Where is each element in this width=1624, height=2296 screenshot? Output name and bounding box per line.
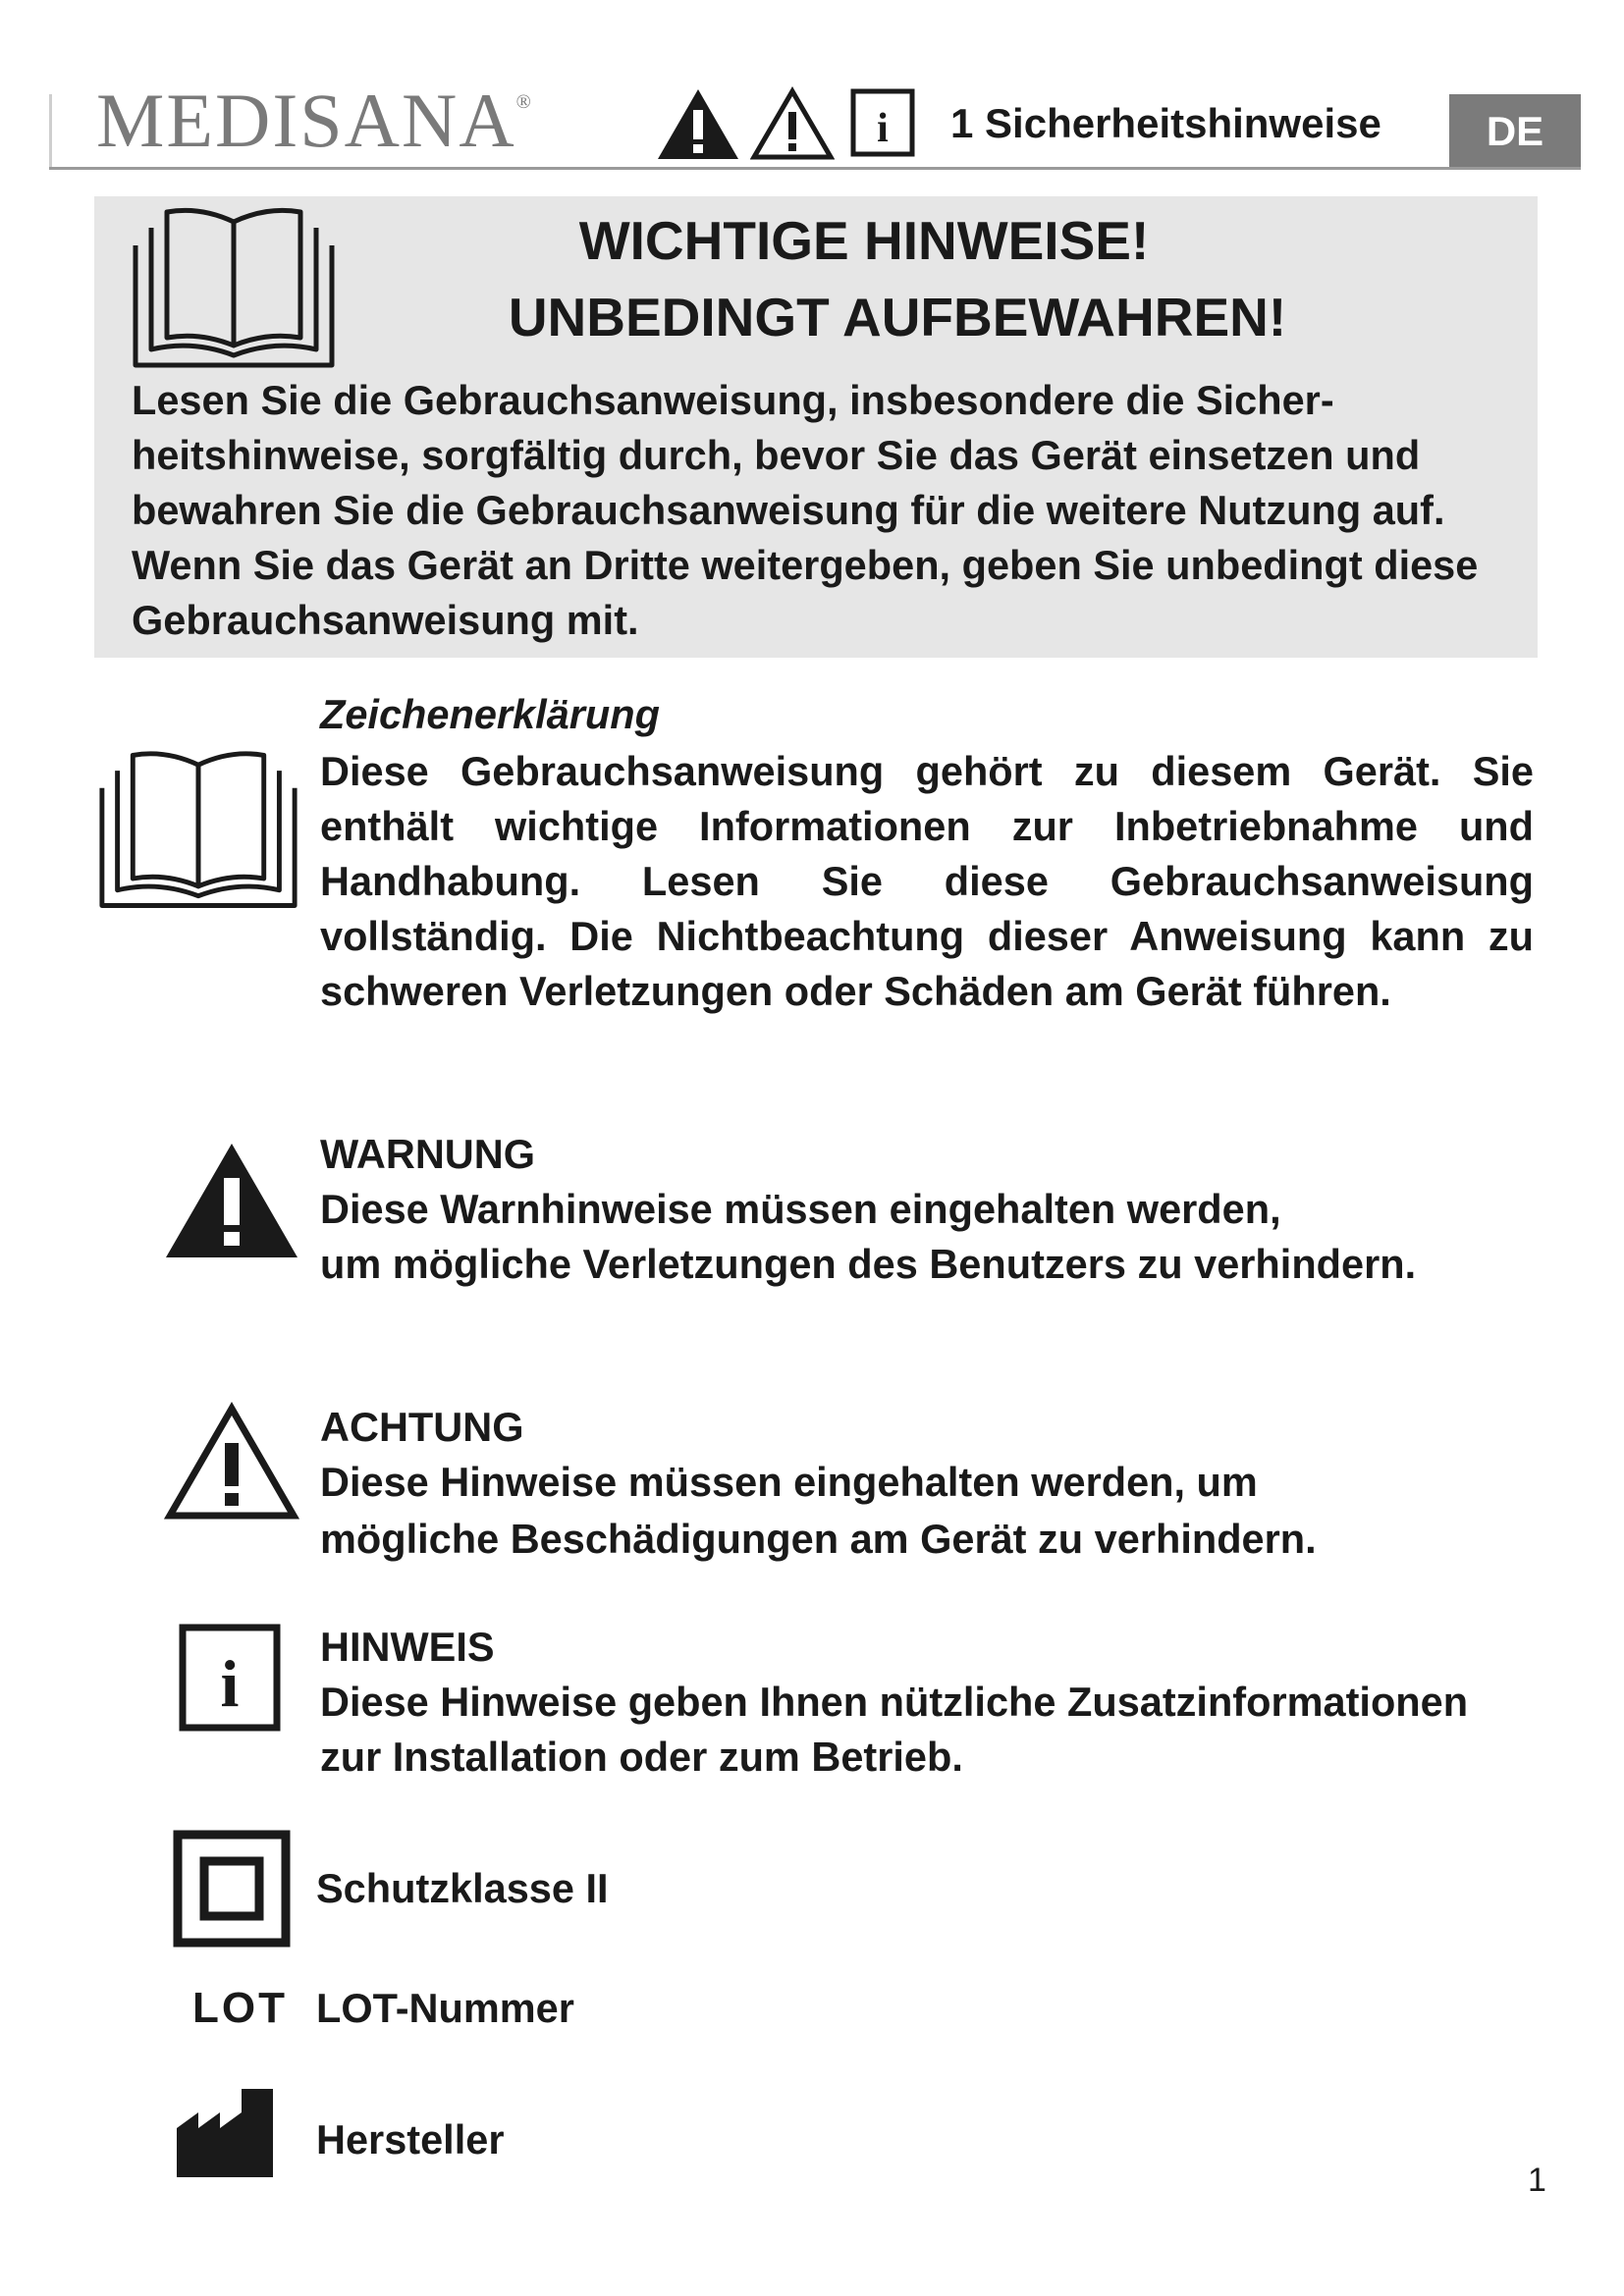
section-title: 1 Sicherheitshinweise — [950, 100, 1381, 146]
language-tab: DE — [1449, 94, 1581, 169]
info-icon — [179, 1624, 281, 1732]
info-icon — [850, 88, 915, 157]
warning-title: WARNUNG — [320, 1131, 536, 1177]
warning-filled-icon — [163, 1141, 300, 1260]
protection-class-ii-icon — [173, 1830, 291, 1948]
lot-symbol: LOT — [192, 1984, 288, 2032]
caution-outline-icon — [750, 86, 835, 161]
warning-text-line2: um mögliche Verletzungen des Benutzers zu verhindern. — [320, 1241, 1417, 1287]
manufacturer-label: Hersteller — [316, 2116, 505, 2163]
page-number: 1 — [1528, 2162, 1546, 2199]
warning-filled-icon — [656, 86, 740, 161]
important-heading-line1: WICHTIGE HINWEISE! — [578, 210, 1150, 271]
note-text: Diese Hinweise geben Ihnen nützliche Zusatzinformationen zur Installation oder zum Betrieb. — [320, 1679, 1469, 1780]
manual-book-icon — [96, 744, 300, 913]
protection-class-label: Schutzklasse II — [316, 1865, 609, 1911]
header-rule — [49, 167, 1581, 170]
caution-text-line1: Diese Hinweise müssen eingehalten werden, um — [320, 1459, 1258, 1505]
note-title: HINWEIS — [320, 1624, 495, 1670]
important-heading-line2: UNBEDINGT AUFBEWAHREN! — [508, 287, 1287, 347]
header-left-rule — [49, 94, 52, 169]
caution-title: ACHTUNG — [320, 1404, 524, 1450]
manufacturer-icon — [175, 2085, 275, 2179]
caution-text-line2: mögliche Beschädigungen am Gerät zu verhindern. — [320, 1516, 1317, 1562]
important-text: Lesen Sie die Gebrauchsanweisung, insbesondere die Sicherheitshinweise, sorgfältig durch, bevor Sie das Gerät einsetzen und bewahren Sie die Gebrauchsanweisung für die weitere Nutzung auf. Wenn Sie das Gerät an Dritte weitergeben, geben Sie unbedingt diese Gebrauchsanweisung mit. — [132, 377, 1479, 643]
svg-text:i: i — [220, 1646, 240, 1721]
caution-outline-icon — [163, 1402, 300, 1522]
lot-label: LOT-Nummer — [316, 1985, 574, 2031]
svg-text:i: i — [877, 106, 889, 151]
warning-text-line1: Diese Warnhinweise müssen eingehalten werden, — [320, 1186, 1281, 1232]
legend-manual-text: Diese Gebrauchsanweisung gehört zu diesem Gerät. Sie enthält wichtige Informationen zur Inbetriebnahme und Handhabung. Lesen Sie diese Gebrauchsanweisung vollständig. Die Nichtbeachtung dieser Anweisung kann zu schweren Verletzungen oder Schäden am Gerät führen. — [320, 748, 1534, 1014]
brand-logo: MEDISANA® — [96, 78, 533, 163]
legend-heading: Zeichenerklärung — [320, 691, 660, 737]
